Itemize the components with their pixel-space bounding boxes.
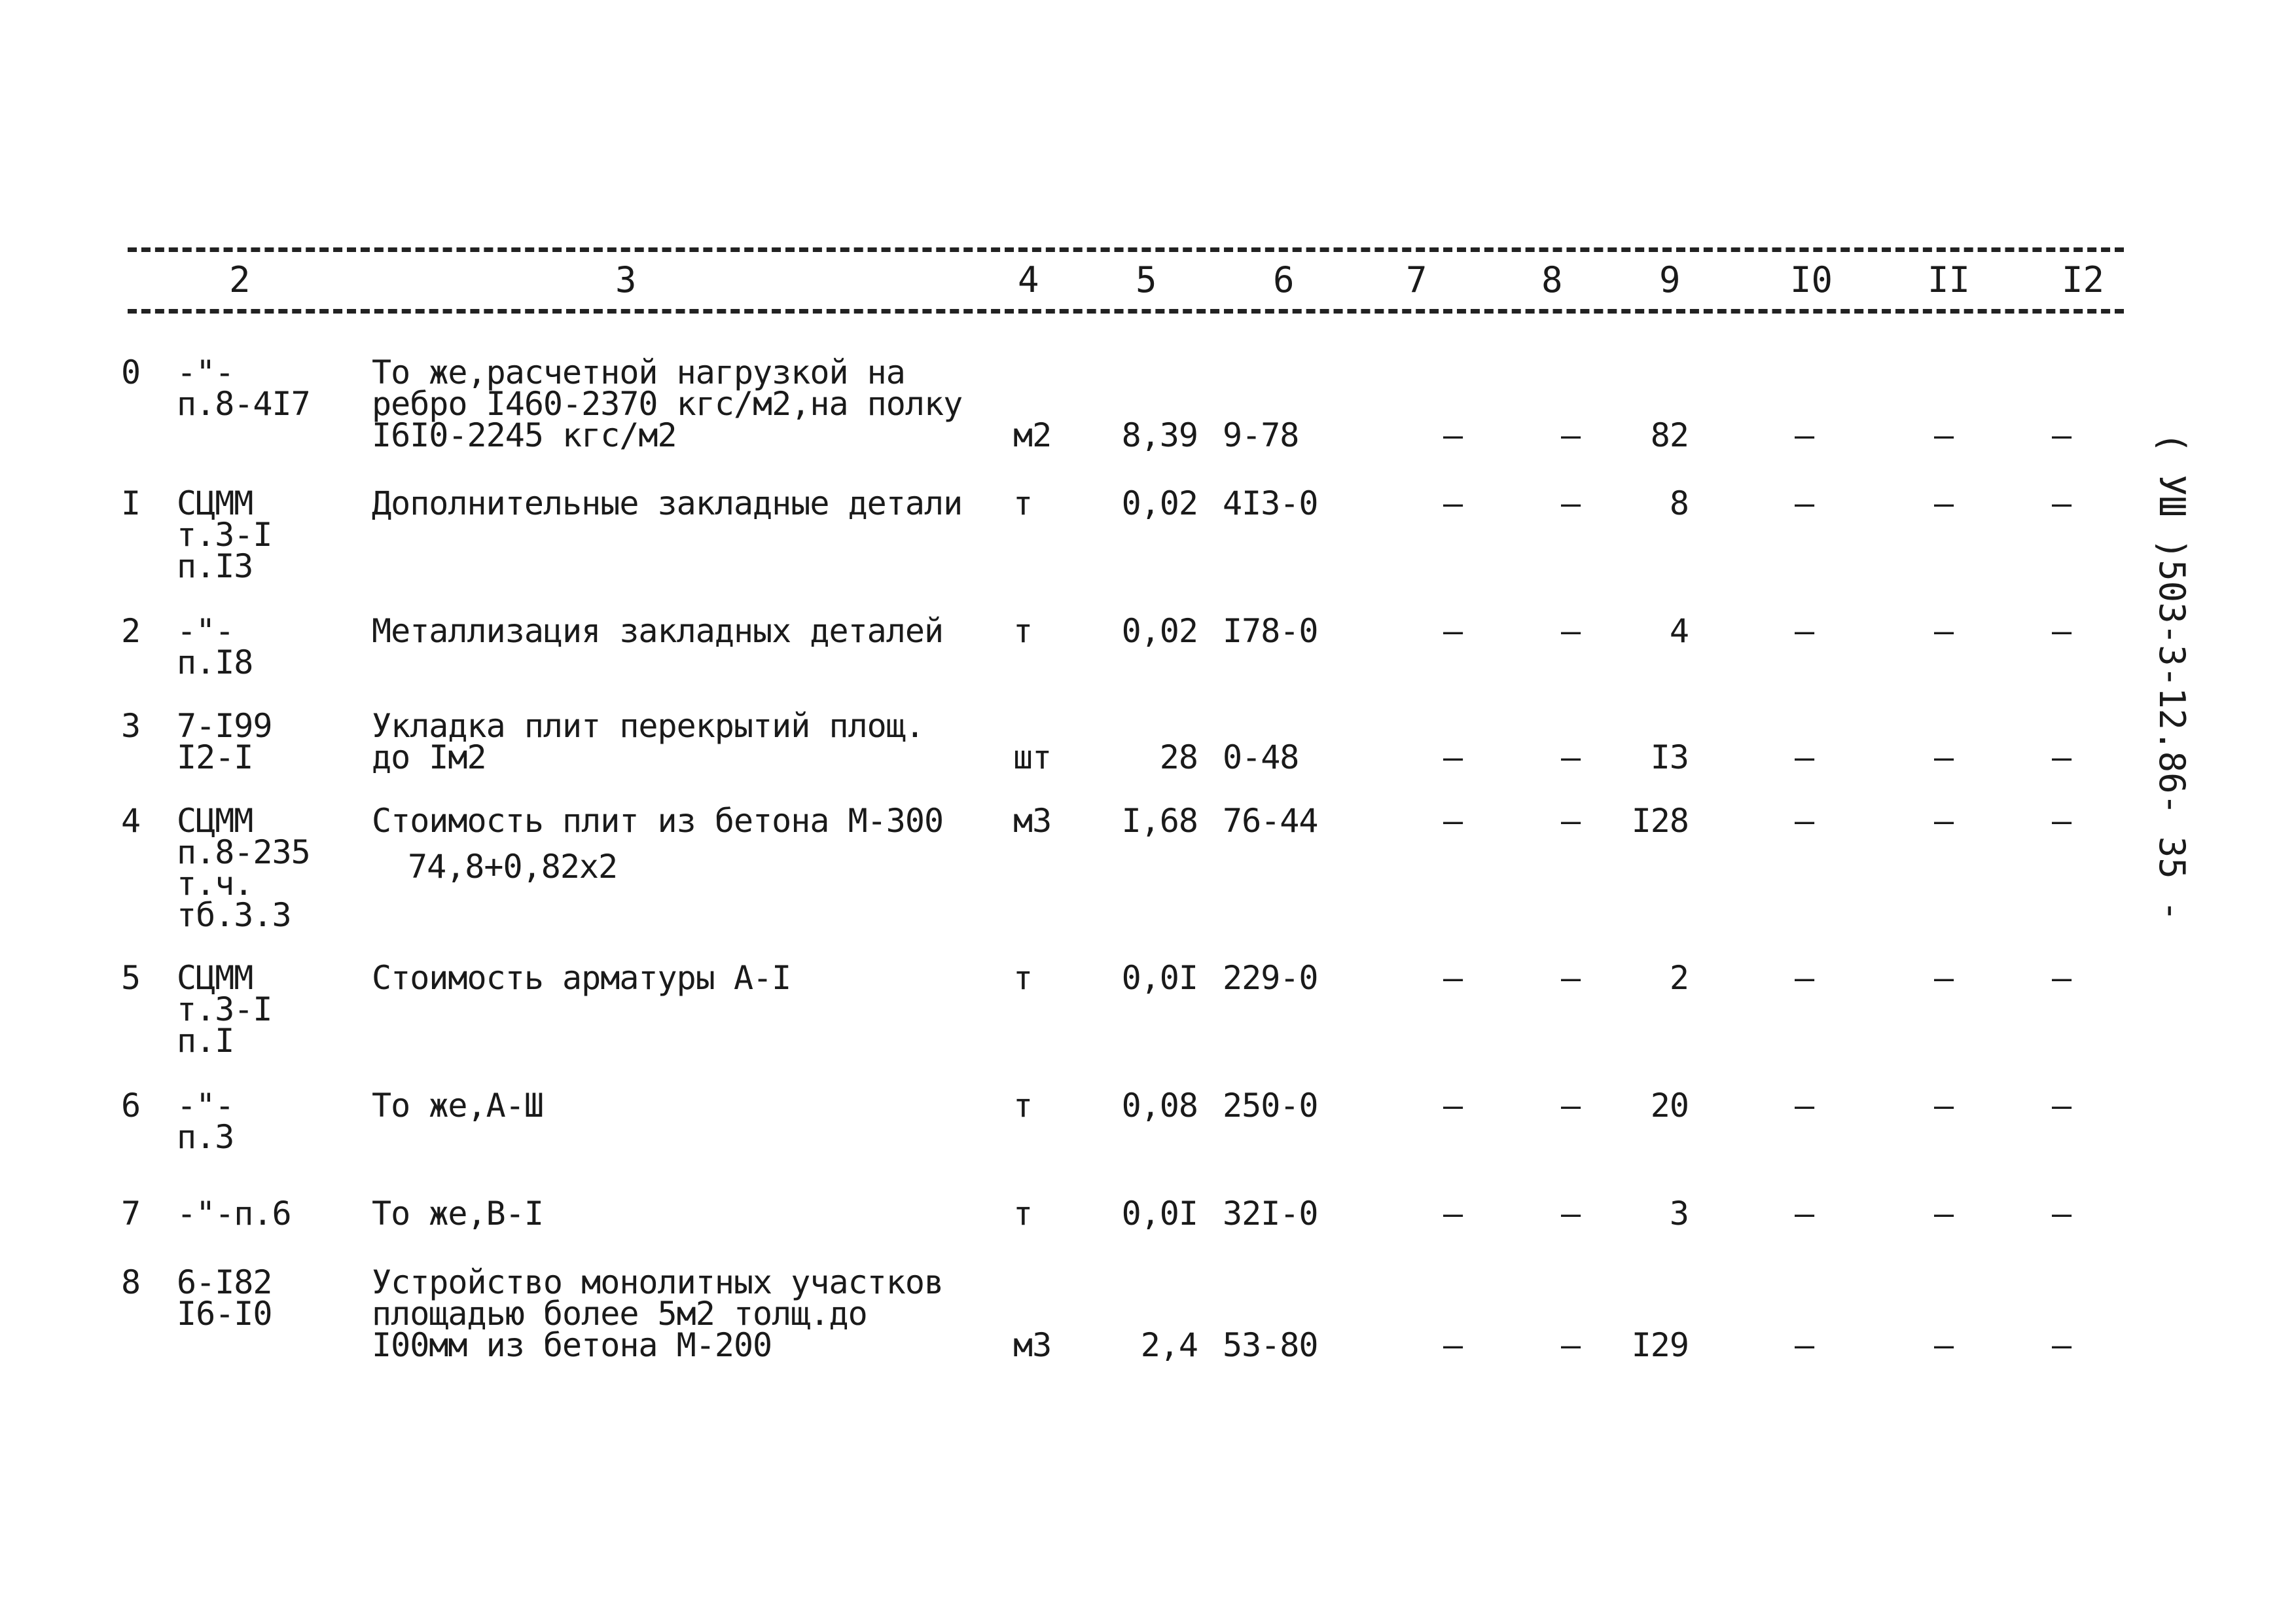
row-price: 229-0 bbox=[1223, 959, 1318, 997]
row-price: 0-48 bbox=[1223, 738, 1299, 776]
row-col12: – bbox=[2052, 416, 2072, 454]
row-number: 0 bbox=[121, 353, 141, 391]
column-header: 2 bbox=[229, 259, 251, 300]
row-col10: – bbox=[1795, 612, 1814, 650]
row-quantity: 0,08 bbox=[1121, 1087, 1198, 1125]
row-col8: – bbox=[1561, 1087, 1581, 1125]
header-top-dashed-rule bbox=[128, 247, 2124, 252]
row-quantity: 0,02 bbox=[1121, 612, 1198, 650]
row-col12: – bbox=[2052, 1087, 2072, 1125]
row-col7: – bbox=[1443, 1195, 1463, 1233]
row-col8: – bbox=[1561, 1195, 1581, 1233]
column-header: II bbox=[1928, 259, 1971, 300]
row-col10: – bbox=[1795, 1195, 1814, 1233]
column-header: 4 bbox=[1018, 259, 1039, 300]
row-quantity: 2,4 bbox=[1140, 1326, 1198, 1364]
row-quantity: I,68 bbox=[1121, 802, 1198, 840]
row-col7: – bbox=[1443, 1326, 1463, 1364]
row-description: То же,расчетной нагрузкой на ребро I460-2370 кгс/м2,на полку I6I0-2245 кгс/м2 bbox=[372, 353, 963, 454]
row-unit: т bbox=[1013, 959, 1033, 997]
row-col7: – bbox=[1443, 738, 1463, 776]
row-col9: I3 bbox=[1650, 738, 1689, 776]
row-code: СЦММ т.3-I п.I3 bbox=[177, 484, 272, 585]
row-col10: – bbox=[1795, 416, 1814, 454]
row-price: 250-0 bbox=[1223, 1087, 1318, 1125]
row-description-formula: 74,8+0,82х2 bbox=[408, 848, 618, 886]
row-code: -"- п.8-4I7 bbox=[177, 353, 310, 423]
column-header: 9 bbox=[1659, 259, 1681, 300]
row-code: 6-I82 I6-I0 bbox=[177, 1263, 272, 1333]
row-code: -"-п.6 bbox=[177, 1195, 291, 1233]
row-description: Укладка плит перекрытий площ. до Iм2 bbox=[372, 707, 924, 776]
row-col9: 82 bbox=[1650, 416, 1689, 454]
row-col10: – bbox=[1795, 959, 1814, 997]
row-number: 4 bbox=[121, 802, 141, 840]
row-code: -"- п.I8 bbox=[177, 612, 253, 681]
row-number: 5 bbox=[121, 959, 141, 997]
column-header: 6 bbox=[1273, 259, 1295, 300]
row-col12: – bbox=[2052, 738, 2072, 776]
row-price: 53-80 bbox=[1223, 1326, 1318, 1364]
column-header: 8 bbox=[1541, 259, 1563, 300]
row-col7: – bbox=[1443, 416, 1463, 454]
row-unit: т bbox=[1013, 484, 1033, 522]
row-description: То же,В-I bbox=[372, 1195, 543, 1233]
row-col7: – bbox=[1443, 802, 1463, 840]
row-col11: – bbox=[1934, 416, 1954, 454]
row-description: Устройство монолитных участков площадью более 5м2 толщ.до I00мм из бетона М-200 bbox=[372, 1263, 944, 1364]
row-col9: 4 bbox=[1669, 612, 1689, 650]
column-header: 3 bbox=[615, 259, 637, 300]
row-col10: – bbox=[1795, 484, 1814, 522]
row-col10: – bbox=[1795, 1326, 1814, 1364]
side-document-stamp bbox=[2126, 432, 2204, 922]
row-quantity: 8,39 bbox=[1121, 416, 1198, 454]
row-unit: шт bbox=[1013, 738, 1052, 776]
row-col12: – bbox=[2052, 959, 2072, 997]
column-header: I2 bbox=[2062, 259, 2105, 300]
row-quantity: 28 bbox=[1159, 738, 1198, 776]
row-quantity: 0,02 bbox=[1121, 484, 1198, 522]
row-number: 6 bbox=[121, 1087, 141, 1125]
row-col11: – bbox=[1934, 802, 1954, 840]
row-col8: – bbox=[1561, 416, 1581, 454]
row-col8: – bbox=[1561, 484, 1581, 522]
row-unit: м3 bbox=[1013, 1326, 1052, 1364]
row-unit: т bbox=[1013, 1087, 1033, 1125]
row-code: 7-I99 I2-I bbox=[177, 707, 272, 776]
row-col10: – bbox=[1795, 1087, 1814, 1125]
row-col9: I29 bbox=[1631, 1326, 1689, 1364]
column-header: 7 bbox=[1406, 259, 1427, 300]
row-col12: – bbox=[2052, 484, 2072, 522]
row-code: СЦММ п.8-235 т.ч. тб.3.3 bbox=[177, 802, 310, 934]
row-col11: – bbox=[1934, 1195, 1954, 1233]
row-code: СЦММ т.3-I п.I bbox=[177, 959, 272, 1060]
row-col11: – bbox=[1934, 738, 1954, 776]
row-unit: м2 bbox=[1013, 416, 1052, 454]
row-quantity: 0,0I bbox=[1121, 959, 1198, 997]
row-col11: – bbox=[1934, 1087, 1954, 1125]
side-document-code: ( УШ )503-3-12.86- 35 - bbox=[2151, 432, 2193, 922]
row-col8: – bbox=[1561, 802, 1581, 840]
row-description: Стоимость плит из бетона М-300 bbox=[372, 802, 944, 840]
row-price: I78-0 bbox=[1223, 612, 1318, 650]
row-description: Металлизация закладных деталей bbox=[372, 612, 944, 650]
column-header: 5 bbox=[1136, 259, 1157, 300]
row-col12: – bbox=[2052, 612, 2072, 650]
row-description: То же,А-Ш bbox=[372, 1087, 543, 1125]
row-unit: т bbox=[1013, 1195, 1033, 1233]
row-col9: 3 bbox=[1669, 1195, 1689, 1233]
row-col9: I28 bbox=[1631, 802, 1689, 840]
row-col11: – bbox=[1934, 1326, 1954, 1364]
row-col7: – bbox=[1443, 612, 1463, 650]
column-header: I0 bbox=[1790, 259, 1833, 300]
row-col7: – bbox=[1443, 1087, 1463, 1125]
row-col11: – bbox=[1934, 484, 1954, 522]
row-col8: – bbox=[1561, 959, 1581, 997]
row-col10: – bbox=[1795, 738, 1814, 776]
row-col7: – bbox=[1443, 959, 1463, 997]
row-number: I bbox=[121, 484, 141, 522]
row-code: -"- п.3 bbox=[177, 1087, 234, 1156]
row-col8: – bbox=[1561, 612, 1581, 650]
row-col12: – bbox=[2052, 802, 2072, 840]
row-number: 2 bbox=[121, 612, 141, 650]
row-description: Дополнительные закладные детали bbox=[372, 484, 963, 522]
row-unit: м3 bbox=[1013, 802, 1052, 840]
row-price: 9-78 bbox=[1223, 416, 1299, 454]
row-col12: – bbox=[2052, 1195, 2072, 1233]
row-price: 4I3-0 bbox=[1223, 484, 1318, 522]
row-col8: – bbox=[1561, 738, 1581, 776]
row-price: 76-44 bbox=[1223, 802, 1318, 840]
row-col9: 2 bbox=[1669, 959, 1689, 997]
row-col9: 20 bbox=[1650, 1087, 1689, 1125]
row-quantity: 0,0I bbox=[1121, 1195, 1198, 1233]
row-col12: – bbox=[2052, 1326, 2072, 1364]
row-number: 8 bbox=[121, 1263, 141, 1301]
row-col8: – bbox=[1561, 1326, 1581, 1364]
row-description: Стоимость арматуры А-I bbox=[372, 959, 791, 997]
row-col10: – bbox=[1795, 802, 1814, 840]
row-unit: т bbox=[1013, 612, 1033, 650]
row-col11: – bbox=[1934, 959, 1954, 997]
row-col11: – bbox=[1934, 612, 1954, 650]
row-price: 32I-0 bbox=[1223, 1195, 1318, 1233]
header-bottom-dashed-rule bbox=[128, 309, 2124, 314]
row-col9: 8 bbox=[1669, 484, 1689, 522]
row-number: 3 bbox=[121, 707, 141, 745]
row-number: 7 bbox=[121, 1195, 141, 1233]
row-col7: – bbox=[1443, 484, 1463, 522]
